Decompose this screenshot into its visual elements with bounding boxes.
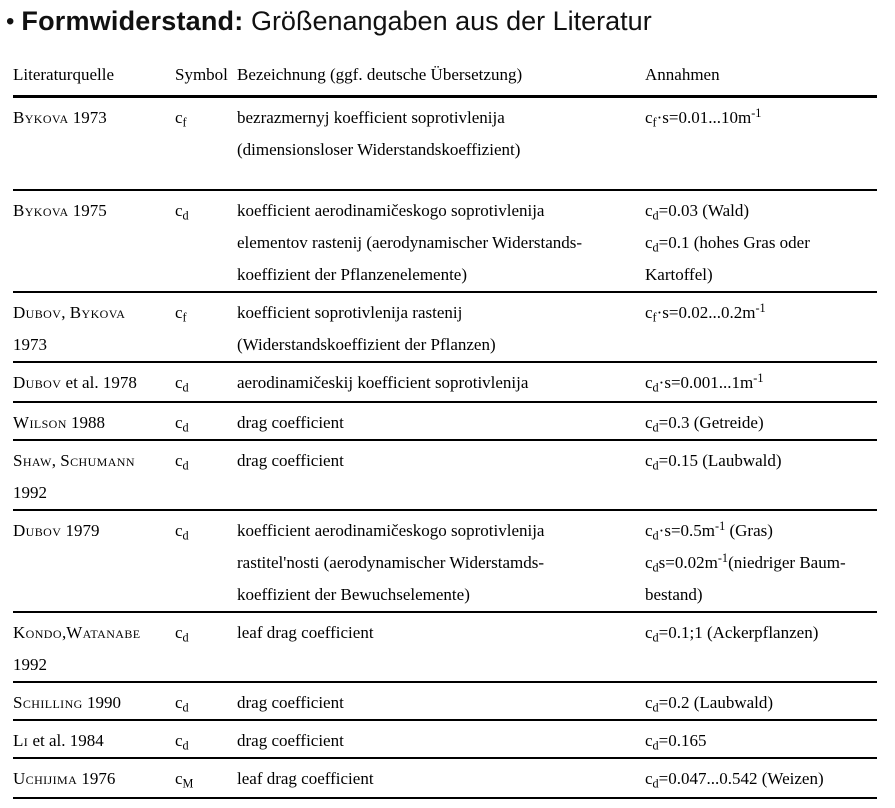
header-annahmen: Annahmen <box>645 65 720 84</box>
text-line: Kartoffel) <box>645 265 713 284</box>
text-line: (Widerstandskoeffizient der Pflanzen) <box>237 335 496 354</box>
literature-table <box>13 55 877 799</box>
table-row <box>13 683 877 721</box>
source-cell <box>13 195 175 291</box>
table-body <box>13 98 877 799</box>
text-line: Dubov 1979 <box>13 521 100 540</box>
text-line: Schilling 1990 <box>13 693 121 712</box>
text-line: elementov rastenij (aerodynamischer Widerstands- <box>237 233 583 252</box>
source-cell <box>13 617 175 681</box>
text-line: $c_d\cdot s=0.5m^{-1}$ (Gras) <box>645 518 773 543</box>
text-line: Bykova 1973 <box>13 108 107 127</box>
text-line: $c_f\cdot s=0.02...0.2m^{-1}$ <box>645 300 766 325</box>
assumptions-cell <box>645 367 877 401</box>
text-line: koefficient aerodinamičeskogo soprotivlenija <box>237 521 545 540</box>
text-line: $c_d=0.15$ (Laubwald) <box>645 451 782 473</box>
symbol-cell <box>175 297 237 361</box>
text-line: 1973 <box>13 335 47 354</box>
designation-cell <box>237 367 645 401</box>
page-title <box>0 0 895 38</box>
text-line: $c_f$ <box>175 108 187 130</box>
source-cell <box>13 297 175 361</box>
text-line: $c_d$ <box>175 731 189 753</box>
text-line: $c_d=0.03$ (Wald) <box>645 201 750 223</box>
table-row <box>13 721 877 759</box>
designation-cell <box>237 515 645 611</box>
text-line: 1992 <box>13 655 47 674</box>
assumptions-cell <box>645 297 877 361</box>
text-line: $c_d$ <box>175 451 189 473</box>
source-cell <box>13 515 175 611</box>
source-cell <box>13 687 175 719</box>
symbol-cell <box>175 195 237 291</box>
text-line: 1992 <box>13 483 47 502</box>
text-line: Wilson 1988 <box>13 413 106 432</box>
table-row <box>13 363 877 403</box>
source-cell <box>13 367 175 401</box>
text-line: drag coefficient <box>237 731 344 750</box>
text-line: $c_d=0.3$ (Getreide) <box>645 413 764 435</box>
designation-cell <box>237 195 645 291</box>
assumptions-cell <box>645 195 877 291</box>
assumptions-cell <box>645 687 877 719</box>
text-line: Dubov et al. 1978 <box>13 373 137 392</box>
designation-cell <box>237 687 645 719</box>
symbol-cell <box>175 367 237 401</box>
table-header-row <box>13 55 877 98</box>
table-row <box>13 403 877 441</box>
assumptions-cell <box>645 725 877 757</box>
assumptions-cell <box>645 617 877 681</box>
table-row <box>13 511 877 613</box>
text-line: Kondo,Watanabe <box>13 623 141 642</box>
text-line: $c_d$ <box>175 373 189 395</box>
text-line: $c_d$ <box>175 623 189 645</box>
source-cell <box>13 763 175 797</box>
text-line: koeffizient der Pflanzenelemente) <box>237 265 468 284</box>
symbol-cell <box>175 617 237 681</box>
text-line: $c_d=0.1;1$ (Ackerpflanzen) <box>645 623 819 645</box>
text-line: $c_M$ <box>175 769 194 791</box>
table-row <box>13 191 877 293</box>
text-line: $c_d$ <box>175 413 189 435</box>
symbol-cell <box>175 445 237 509</box>
header-symbol: Symbol <box>175 65 228 84</box>
header-bezeichnung: Bezeichnung (ggf. deutsche Übersetzung) <box>237 65 523 84</box>
assumptions-cell <box>645 763 877 797</box>
text-line: rastitel'nosti (aerodynamischer Widerstamds- <box>237 553 545 572</box>
table-row <box>13 293 877 363</box>
text-line: drag coefficient <box>237 451 344 470</box>
text-line: drag coefficient <box>237 413 344 432</box>
symbol-cell <box>175 763 237 797</box>
title-bold-text: Formwiderstand: <box>21 6 244 36</box>
text-line: $c_f\cdot s=0.01...10m^{-1}$ <box>645 105 762 130</box>
header-literaturquelle: Literaturquelle <box>13 65 115 84</box>
text-line: Dubov, Bykova <box>13 303 126 322</box>
designation-cell <box>237 725 645 757</box>
text-line: bestand) <box>645 585 703 604</box>
text-line: $c_d=0.165$ <box>645 731 707 753</box>
text-line: $c_d=0.1$ (hohes Gras oder <box>645 233 810 255</box>
text-line: $c_ds=0.02m^{-1}(niedriger$ Baum- <box>645 550 846 575</box>
designation-cell <box>237 617 645 681</box>
text-line: $c_d\cdot s=0.001...1m^{-1}$ <box>645 370 764 395</box>
text-line: $c_d$ <box>175 521 189 543</box>
text-line: koefficient aerodinamičeskogo soprotivlenija <box>237 201 545 220</box>
table-row <box>13 613 877 683</box>
text-line: $c_d$ <box>175 693 189 715</box>
symbol-cell <box>175 725 237 757</box>
designation-cell <box>237 102 645 189</box>
text-line: (dimensionsloser Widerstandskoeffizient) <box>237 140 521 159</box>
text-line: Li et al. 1984 <box>13 731 104 750</box>
text-line: aerodinamičeskij koefficient soprotivlenija <box>237 373 529 392</box>
text-line: Bykova 1975 <box>13 201 107 220</box>
text-line: koeffizient der Bewuchselemente) <box>237 585 470 604</box>
table-row <box>13 441 877 511</box>
bullet-icon: • <box>6 8 15 35</box>
source-cell <box>13 102 175 189</box>
text-line: $c_d=0.047...0.542$ (Weizen) <box>645 769 824 791</box>
designation-cell <box>237 763 645 797</box>
text-line: Shaw, Schumann <box>13 451 135 470</box>
table-row <box>13 98 877 191</box>
assumptions-cell <box>645 407 877 439</box>
symbol-cell <box>175 102 237 189</box>
text-line: $c_d=0.2$ (Laubwald) <box>645 693 774 715</box>
text-line: drag coefficient <box>237 693 344 712</box>
title-regular-text: Größenangaben aus der Literatur <box>243 6 652 36</box>
source-cell <box>13 725 175 757</box>
assumptions-cell <box>645 445 877 509</box>
text-line: bezrazmernyj koefficient soprotivlenija <box>237 108 505 127</box>
symbol-cell <box>175 515 237 611</box>
assumptions-cell <box>645 102 877 189</box>
symbol-cell <box>175 407 237 439</box>
source-cell <box>13 445 175 509</box>
text-line: $c_f$ <box>175 303 187 325</box>
symbol-cell <box>175 687 237 719</box>
source-cell <box>13 407 175 439</box>
assumptions-cell <box>645 515 877 611</box>
table-row <box>13 759 877 799</box>
text-line: Uchijima 1976 <box>13 769 116 788</box>
text-line: $c_d$ <box>175 201 189 223</box>
designation-cell <box>237 297 645 361</box>
text-line: leaf drag coefficient <box>237 623 374 642</box>
designation-cell <box>237 407 645 439</box>
designation-cell <box>237 445 645 509</box>
text-line: leaf drag coefficient <box>237 769 374 788</box>
text-line: koefficient soprotivlenija rastenij <box>237 303 463 322</box>
